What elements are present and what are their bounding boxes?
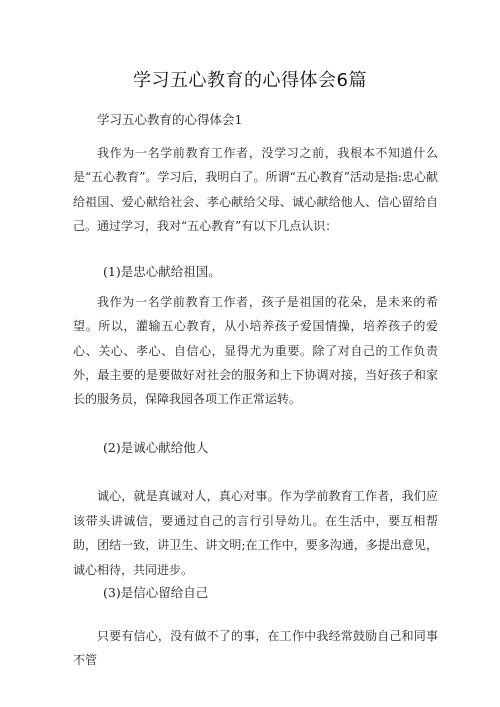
paragraph-confidence: 只要有信心，没有做不了的事，在工作中我经常鼓励自己和同事不管 — [73, 629, 438, 668]
paragraph-loyalty: 我作为一名学前教育工作者，孩子是祖国的花朵，是未来的希望。所以，灌输五心教育，从小培养孩子爱国情操，培养孩子的爱心、关心、孝心、自信心，显得尤为重要。除了对自己的工作负责外，最主要的是要做好对社会的服务和上下协调对接，当好孩子和家长的服务员，保障我园各项工作正常运转。 — [73, 295, 438, 407]
heading-sincerity: (2)是诚心献给他人 — [103, 440, 209, 455]
heading-confidence: (3)是信心留给自己 — [103, 585, 209, 600]
paragraph-sincerity: 诚心，就是真诚对人，真心对事。作为学前教育工作者，我们应该带头讲诚信，要通过自己的言行引导幼儿。在生活中，要互相帮助，团结一致，讲卫生、讲文明;在工作中，要多沟通，多提出意见，诚心相待，共同进步。 — [73, 489, 438, 577]
paragraph-intro: 我作为一名学前教育工作者，没学习之前，我根本不知道什么是“五心教育”。学习后，我明白了。所谓“五心教育”活动是指:忠心献给祖国、爱心献给社会、孝心献给父母、诚心献给他人、信心留给自己。通过学习，我对“五心教育”有以下几点认识： — [73, 146, 438, 233]
section-subtitle: 学习五心教育的心得体会1 — [97, 112, 243, 127]
document-title: 学习五心教育的心得体会6篇 — [133, 70, 367, 91]
heading-loyalty: (1)是忠心献给祖国。 — [103, 264, 221, 279]
